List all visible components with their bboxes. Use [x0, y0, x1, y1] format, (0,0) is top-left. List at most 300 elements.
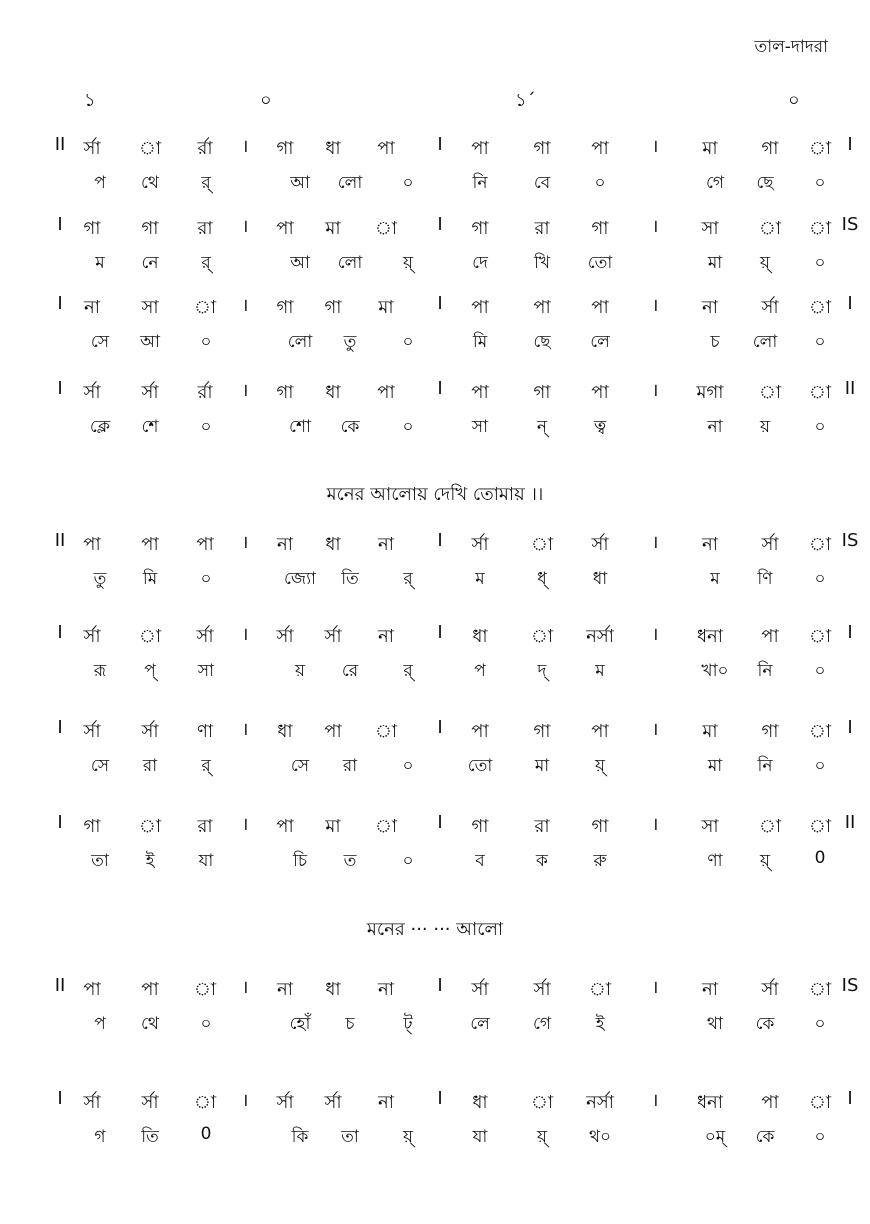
refrain-line: মনের ··· ··· আলো	[366, 919, 504, 940]
note-cell: ।	[241, 216, 249, 237]
lyric-syllable: ক	[536, 851, 548, 871]
lyric-syllable: ব	[475, 851, 485, 871]
note-cell: া	[138, 816, 162, 837]
note-cell: র্সা	[276, 1092, 294, 1113]
note-cell: পা	[141, 534, 159, 555]
lyric-syllable: গে	[532, 1014, 552, 1034]
lyric-line	[0, 658, 870, 688]
notation-line	[0, 214, 870, 244]
note-cell: ।	[651, 719, 659, 740]
lyric-syllable: কে	[755, 1127, 775, 1147]
lyric-syllable: চ	[345, 1014, 355, 1034]
lyric-syllable: ছে	[533, 332, 551, 352]
lyric-syllable: কে	[340, 417, 360, 437]
lyric-syllable: শে	[141, 417, 159, 437]
note-cell: ।	[651, 295, 659, 316]
note-cell: র্সা	[83, 1092, 101, 1113]
notation-line	[0, 812, 870, 842]
note-cell: গা	[591, 816, 609, 837]
lyric-syllable: তা	[91, 851, 109, 871]
note-cell: মা	[702, 138, 718, 159]
note-cell: া	[193, 297, 217, 318]
lyric-syllable: আ	[290, 173, 310, 193]
beat-mark: ১´	[515, 90, 536, 111]
note-cell: র্সা	[533, 979, 551, 1000]
note-cell: I	[437, 378, 443, 399]
note-cell: পা	[591, 297, 609, 318]
note-cell: ধনা	[696, 626, 724, 647]
lyric-syllable: লে	[590, 332, 610, 352]
lyric-syllable: ০	[402, 332, 414, 352]
note-cell: পা	[471, 297, 489, 318]
note-cell: ।	[651, 624, 659, 645]
note-cell: পা	[83, 979, 101, 1000]
lyric-syllable: থা	[707, 1014, 723, 1034]
note-cell: I	[57, 378, 63, 399]
note-cell: ।	[241, 719, 249, 740]
note-cell: ।	[241, 380, 249, 401]
note-cell: গা	[591, 218, 609, 239]
lyric-syllable: প	[94, 1014, 106, 1034]
lyric-syllable: য়্	[759, 851, 771, 871]
note-cell: র্সা	[83, 626, 101, 647]
refrain-line: মনের আলোয় দেখি তোমায় ।।	[326, 484, 544, 505]
notation-line	[0, 622, 870, 652]
lyric-syllable: কি	[291, 1127, 309, 1147]
lyric-syllable: চ	[710, 332, 720, 352]
lyric-syllable: য়	[759, 417, 771, 437]
lyric-syllable: তো	[467, 756, 493, 776]
note-cell: া	[530, 534, 554, 555]
lyric-syllable: প্	[144, 661, 156, 681]
note-cell: নর্সা	[586, 626, 614, 647]
note-cell: র্সা	[471, 979, 489, 1000]
notation-line	[0, 378, 870, 408]
lyric-syllable: ০	[814, 661, 826, 681]
note-cell: I	[437, 622, 443, 643]
lyric-syllable: গে	[705, 173, 725, 193]
lyric-syllable: বে	[533, 173, 551, 193]
note-cell: I	[437, 214, 443, 235]
note-cell: I	[847, 293, 853, 314]
note-cell: গা	[471, 816, 489, 837]
note-cell: রা	[534, 816, 550, 837]
lyric-syllable: যা	[472, 1127, 488, 1147]
note-cell: পা	[761, 626, 779, 647]
beat-mark: ০	[788, 90, 800, 111]
lyric-syllable: গ	[94, 1127, 106, 1147]
note-cell: র্সা	[141, 1092, 159, 1113]
note-cell: I	[847, 622, 853, 643]
lyric-line	[0, 566, 870, 596]
lyric-syllable: ম	[710, 569, 720, 589]
lyric-line	[0, 1011, 870, 1041]
note-cell: ।	[651, 532, 659, 553]
note-cell: র্সা	[83, 138, 101, 159]
note-cell: I	[847, 134, 853, 155]
lyric-syllable: প	[94, 173, 106, 193]
note-cell: র্রা	[197, 382, 213, 403]
note-cell: পা	[471, 138, 489, 159]
lyric-syllable: চি	[292, 851, 308, 871]
lyric-syllable: 0	[200, 1124, 212, 1144]
note-cell: সা	[141, 297, 159, 318]
lyric-syllable: শো	[289, 417, 311, 437]
note-cell: র্সা	[83, 721, 101, 742]
note-cell: I	[57, 1088, 63, 1109]
lyric-syllable: র্	[201, 173, 211, 193]
note-cell: গা	[83, 816, 101, 837]
note-cell: া	[374, 721, 398, 742]
lyric-syllable: তি	[341, 569, 359, 589]
note-cell: ধা	[472, 1092, 488, 1113]
note-cell: ।	[651, 1090, 659, 1111]
lyric-syllable: থে	[141, 1014, 159, 1034]
note-cell: পা	[591, 382, 609, 403]
note-cell: গা	[276, 138, 294, 159]
lyric-line	[0, 848, 870, 878]
note-cell: রা	[197, 816, 213, 837]
beat-marks-row	[0, 86, 870, 114]
note-cell: রা	[534, 218, 550, 239]
note-cell: র্সা	[141, 382, 159, 403]
lyric-syllable: নি	[757, 661, 773, 681]
lyric-syllable: তো	[587, 253, 613, 273]
beat-mark: ১	[84, 90, 96, 111]
note-cell: ।	[241, 136, 249, 157]
lyric-syllable: ০	[402, 851, 414, 871]
lyric-syllable: সে	[290, 756, 310, 776]
lyric-syllable: য়্	[759, 253, 771, 273]
lyric-syllable: ণি	[757, 569, 773, 589]
lyric-syllable: ০	[814, 417, 826, 437]
note-cell: র্সা	[83, 382, 101, 403]
note-cell: নর্সা	[586, 1092, 614, 1113]
note-cell: পা	[377, 138, 395, 159]
note-cell: ।	[651, 136, 659, 157]
note-cell: া	[808, 816, 832, 837]
note-cell: ।	[651, 977, 659, 998]
note-cell: পা	[196, 534, 214, 555]
lyric-syllable: য়্	[536, 1127, 548, 1147]
note-cell: া	[808, 979, 832, 1000]
lyric-syllable: য়্	[402, 1127, 414, 1147]
lyric-syllable: ছে	[756, 173, 774, 193]
beat-mark: ০	[260, 90, 272, 111]
lyric-syllable: ম	[95, 253, 105, 273]
note-cell: ।	[651, 216, 659, 237]
note-cell: া	[808, 382, 832, 403]
lyric-syllable: ০	[814, 1014, 826, 1034]
lyric-syllable: ধা	[592, 569, 608, 589]
note-cell: র্রা	[197, 138, 213, 159]
note-cell: র্সা	[324, 1092, 342, 1113]
note-cell: না	[378, 626, 394, 647]
lyric-syllable: নে	[141, 253, 159, 273]
note-cell: পা	[471, 382, 489, 403]
note-cell: ।	[651, 380, 659, 401]
lyric-syllable: মি	[142, 569, 158, 589]
lyric-syllable: হোঁ	[289, 1014, 311, 1034]
lyric-syllable: নি	[757, 756, 773, 776]
lyric-syllable: না	[707, 417, 723, 437]
lyric-syllable: রে	[341, 661, 359, 681]
note-cell: IS	[841, 214, 859, 235]
note-cell: সা	[701, 218, 719, 239]
lyric-syllable: ০	[814, 173, 826, 193]
lyric-syllable: তু	[343, 332, 357, 352]
note-cell: না	[378, 979, 394, 1000]
lyric-line	[0, 329, 870, 359]
lyric-line	[0, 414, 870, 444]
lyric-syllable: রা	[342, 756, 358, 776]
lyric-line	[0, 250, 870, 280]
note-cell: I	[437, 293, 443, 314]
lyric-syllable: য়্	[402, 253, 414, 273]
lyric-syllable: ম	[475, 569, 485, 589]
note-cell: I	[437, 717, 443, 738]
note-cell: র্সা	[761, 979, 779, 1000]
lyric-syllable: র্	[201, 756, 211, 776]
lyric-syllable: ০	[402, 417, 414, 437]
note-cell: ।	[241, 295, 249, 316]
note-cell: I	[57, 812, 63, 833]
note-cell: ।	[241, 977, 249, 998]
lyric-syllable: ০ম্	[704, 1127, 726, 1147]
note-cell: I	[437, 1088, 443, 1109]
lyric-syllable: ০	[814, 1127, 826, 1147]
note-cell: পা	[276, 218, 294, 239]
note-cell: পা	[276, 816, 294, 837]
note-cell: র্সা	[471, 534, 489, 555]
lyric-syllable: তা	[341, 1127, 359, 1147]
note-cell: া	[808, 626, 832, 647]
lyric-syllable: সা	[471, 417, 489, 437]
note-cell: না	[277, 979, 293, 1000]
note-cell: ।	[241, 1090, 249, 1111]
note-cell: I	[57, 214, 63, 235]
lyric-line	[0, 170, 870, 200]
note-cell: I	[437, 134, 443, 155]
notation-line	[0, 717, 870, 747]
note-cell: I	[437, 530, 443, 551]
note-cell: া	[374, 816, 398, 837]
note-cell: া	[758, 382, 782, 403]
lyric-syllable: ০	[814, 569, 826, 589]
note-cell: রা	[197, 218, 213, 239]
lyric-syllable: ০	[814, 756, 826, 776]
note-cell: I	[57, 622, 63, 643]
note-cell: মা	[325, 218, 341, 239]
note-cell: ।	[241, 624, 249, 645]
lyric-syllable: ০	[200, 417, 212, 437]
lyric-syllable: মা	[707, 253, 723, 273]
note-cell: না	[378, 534, 394, 555]
note-cell: I	[847, 717, 853, 738]
note-cell: র্সা	[761, 534, 779, 555]
lyric-syllable: কে	[755, 1014, 775, 1034]
note-cell: া	[588, 979, 612, 1000]
note-cell: গা	[533, 721, 551, 742]
lyric-syllable: ই	[595, 1014, 605, 1034]
lyric-syllable: ০	[594, 173, 606, 193]
note-cell: II	[54, 134, 66, 155]
lyric-syllable: তু	[93, 569, 107, 589]
note-cell: মা	[378, 297, 394, 318]
lyric-syllable: রু	[593, 851, 607, 871]
lyric-syllable: র্	[403, 661, 413, 681]
note-cell: পা	[761, 1092, 779, 1113]
note-cell: না	[84, 297, 100, 318]
lyric-syllable: সে	[90, 332, 110, 352]
note-cell: না	[277, 534, 293, 555]
note-cell: মা	[325, 816, 341, 837]
note-cell: ধা	[325, 534, 341, 555]
lyric-syllable: ন্	[536, 417, 548, 437]
note-cell: র্সা	[276, 626, 294, 647]
lyric-syllable: ধ্	[537, 569, 547, 589]
note-cell: ।	[651, 814, 659, 835]
lyric-syllable: মা	[707, 756, 723, 776]
notation-line	[0, 293, 870, 323]
note-cell: র্সা	[141, 721, 159, 742]
note-cell: গা	[324, 297, 342, 318]
lyric-syllable: ক্লে	[89, 417, 111, 437]
notation-line	[0, 1088, 870, 1118]
lyric-line	[0, 753, 870, 783]
note-cell: গা	[533, 138, 551, 159]
lyric-syllable: আ	[290, 253, 310, 273]
note-cell: না	[702, 979, 718, 1000]
note-cell: া	[374, 218, 398, 239]
note-cell: া	[808, 138, 832, 159]
lyric-syllable: ০	[402, 756, 414, 776]
lyric-syllable: মা	[534, 756, 550, 776]
note-cell: পা	[471, 721, 489, 742]
note-cell: ।	[241, 532, 249, 553]
lyric-syllable: খি	[533, 253, 551, 273]
note-cell: না	[378, 1092, 394, 1113]
note-cell: া	[193, 979, 217, 1000]
lyric-syllable: য়্	[594, 756, 606, 776]
lyric-syllable: ০	[200, 332, 212, 352]
note-cell: ধা	[472, 626, 488, 647]
lyric-syllable: ত্ব	[593, 417, 607, 437]
note-cell: া	[758, 218, 782, 239]
note-cell: I	[847, 1088, 853, 1109]
note-cell: II	[844, 812, 856, 833]
lyric-syllable: থ০	[588, 1127, 612, 1147]
lyric-syllable: ম	[595, 661, 605, 681]
note-cell: র্সা	[591, 534, 609, 555]
note-cell: II	[844, 378, 856, 399]
lyric-syllable: ত	[343, 851, 357, 871]
lyric-syllable: থে	[141, 173, 159, 193]
notation-line	[0, 975, 870, 1005]
note-cell: ।	[241, 814, 249, 835]
note-cell: র্সা	[196, 626, 214, 647]
lyric-syllable: খা০	[701, 661, 729, 681]
lyric-syllable: জ্যো	[284, 569, 316, 589]
note-cell: পা	[533, 297, 551, 318]
note-cell: ধনা	[696, 1092, 724, 1113]
lyric-syllable: ০	[200, 1014, 212, 1034]
lyric-syllable: ০	[814, 253, 826, 273]
lyric-syllable: ০	[814, 332, 826, 352]
note-cell: ধা	[277, 721, 293, 742]
note-cell: পা	[324, 721, 342, 742]
note-cell: ণা	[196, 721, 214, 742]
note-cell: ধা	[325, 382, 341, 403]
lyric-syllable: লো	[752, 332, 778, 352]
note-cell: I	[57, 293, 63, 314]
lyric-syllable: তি	[141, 1127, 159, 1147]
note-cell: পা	[591, 138, 609, 159]
lyric-syllable: আ	[140, 332, 160, 352]
lyric-syllable: লে	[470, 1014, 490, 1034]
note-cell: মগা	[696, 382, 724, 403]
note-cell: া	[808, 297, 832, 318]
lyric-syllable: ০	[402, 173, 414, 193]
note-cell: পা	[377, 382, 395, 403]
lyric-syllable: 0	[814, 848, 826, 868]
lyric-syllable: র্	[201, 253, 211, 273]
tala-label: তাল-দাদরা	[754, 37, 828, 57]
note-cell: া	[808, 1092, 832, 1113]
lyric-syllable: লো	[337, 253, 363, 273]
note-cell: পা	[141, 979, 159, 1000]
note-cell: া	[530, 1092, 554, 1113]
note-cell: IS	[841, 975, 859, 996]
note-cell: গা	[761, 721, 779, 742]
lyric-syllable: প	[474, 661, 486, 681]
lyric-syllable: দ্	[537, 661, 547, 681]
note-cell: IS	[841, 530, 859, 551]
note-cell: া	[758, 816, 782, 837]
note-cell: া	[808, 218, 832, 239]
note-cell: II	[54, 975, 66, 996]
note-cell: I	[437, 812, 443, 833]
note-cell: সা	[701, 816, 719, 837]
lyric-syllable: লো	[337, 173, 363, 193]
note-cell: গা	[276, 382, 294, 403]
lyric-syllable: রা	[142, 756, 158, 776]
note-cell: র্সা	[324, 626, 342, 647]
note-cell: ধা	[325, 979, 341, 1000]
note-cell: I	[437, 975, 443, 996]
note-cell: া	[808, 721, 832, 742]
lyric-syllable: লো	[287, 332, 313, 352]
lyric-syllable: যা	[198, 851, 214, 871]
note-cell: া	[808, 534, 832, 555]
lyric-syllable: র্	[403, 569, 413, 589]
note-cell: গা	[83, 218, 101, 239]
lyric-syllable: সা	[197, 661, 215, 681]
lyric-syllable: নি	[472, 173, 488, 193]
note-cell: া	[193, 1092, 217, 1113]
note-cell: I	[57, 717, 63, 738]
note-cell: পা	[591, 721, 609, 742]
lyric-syllable: ট্	[403, 1014, 413, 1034]
lyric-syllable: ই	[145, 851, 155, 871]
note-cell: না	[702, 297, 718, 318]
note-cell: ধা	[325, 138, 341, 159]
note-cell: া	[138, 138, 162, 159]
note-cell: গা	[533, 382, 551, 403]
lyric-syllable: রূ	[93, 661, 107, 681]
note-cell: গা	[471, 218, 489, 239]
note-cell: র্সা	[761, 297, 779, 318]
